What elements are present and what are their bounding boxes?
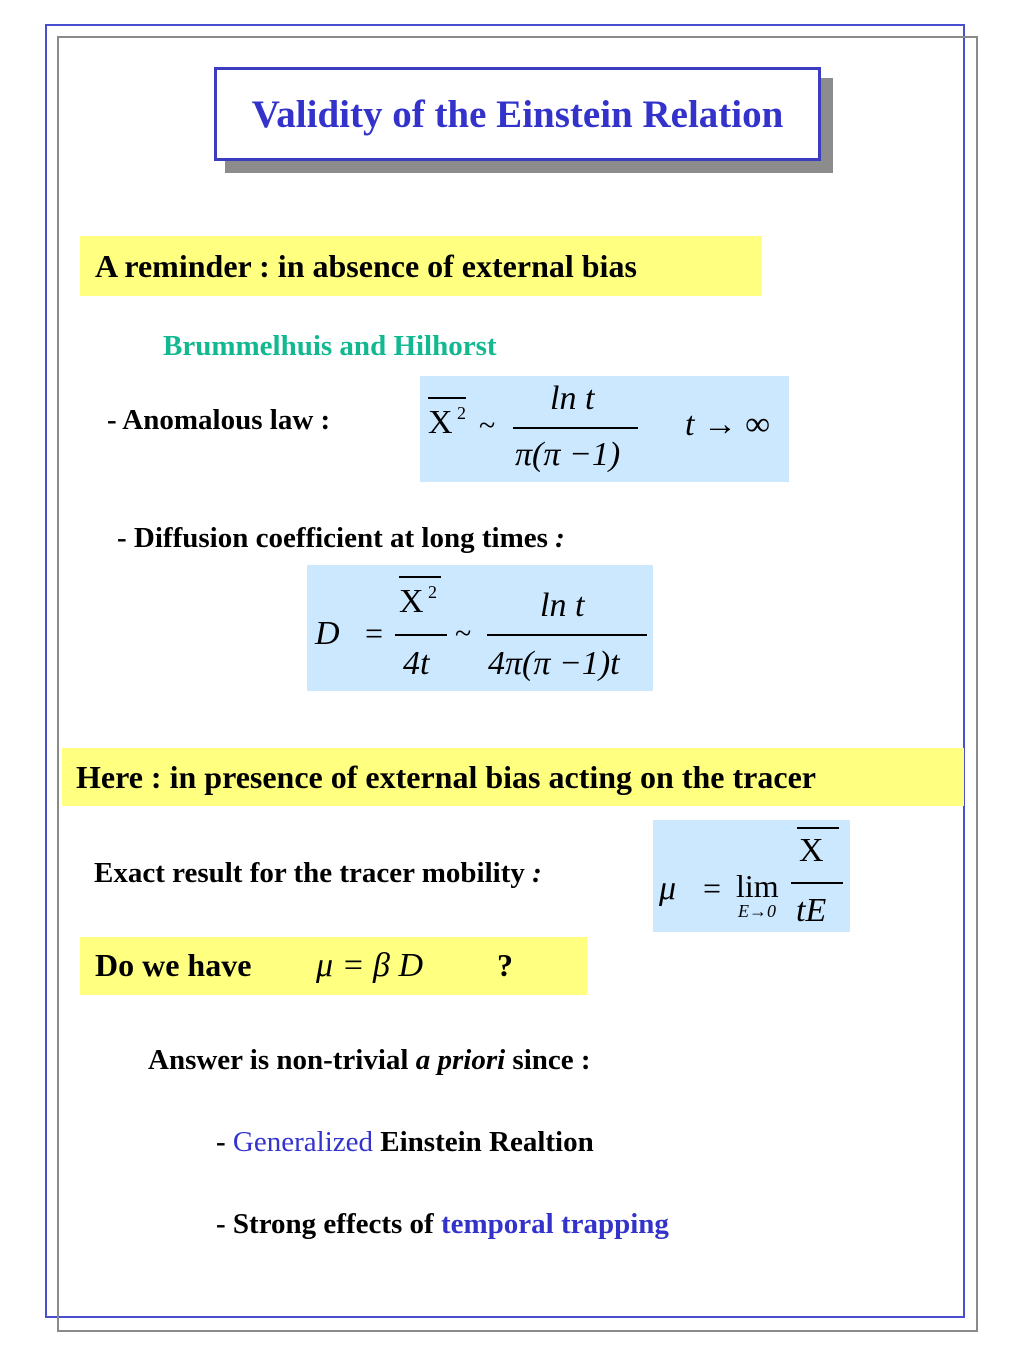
diffusion-num1-overbar	[399, 576, 441, 578]
anomalous-denominator: π(π −1)	[515, 436, 621, 473]
question-mark: ?	[497, 947, 513, 983]
bias-heading-box	[62, 748, 964, 806]
diffusion-sim: ~	[455, 617, 472, 650]
reminder-heading: A reminder : in absence of external bias	[95, 247, 637, 284]
diffusion-den1: 4t	[403, 645, 430, 682]
diffusion-label-line	[117, 522, 565, 555]
answer-line	[148, 1044, 591, 1077]
mobility-label-line	[94, 857, 542, 890]
mobility-denominator: tE	[796, 892, 827, 929]
diffusion-label: - Diffusion coefficient at long times	[117, 522, 548, 554]
anomalous-formula-box	[420, 376, 789, 482]
anomalous-numerator: ln t	[550, 380, 595, 417]
bias-heading: Here : in presence of external bias acting on the tracer	[76, 758, 816, 795]
answer-prefix: Answer is non-trivial	[148, 1044, 416, 1076]
mobility-lim: lim	[736, 868, 779, 904]
answer-item-1	[216, 1126, 594, 1159]
mobility-numerator: X	[799, 832, 824, 869]
anomalous-law-label: - Anomalous law :	[107, 404, 331, 436]
anomalous-sim: ~	[479, 409, 496, 442]
reminder-heading-box	[80, 236, 762, 296]
item2-colored: temporal trapping	[440, 1208, 669, 1240]
diffusion-D: D	[315, 615, 340, 652]
mobility-formula-box	[653, 820, 850, 932]
anomalous-limit: t → ∞	[685, 406, 770, 443]
mobility-fraction-line	[791, 882, 843, 884]
anomalous-lhs-overbar	[428, 397, 466, 399]
mobility-eq: =	[703, 870, 722, 906]
diffusion-num2: ln t	[540, 587, 585, 624]
mobility-label: Exact result for the tracer mobility	[94, 857, 525, 889]
page-title: Validity of the Einstein Relation	[251, 92, 784, 136]
diffusion-formula-box	[307, 565, 653, 691]
diffusion-fraction-line-1	[395, 634, 447, 636]
mobility-colon: :	[532, 857, 542, 889]
item2-prefix: - Strong effects of	[216, 1208, 441, 1240]
item1-colored: Generalized	[232, 1126, 373, 1158]
diffusion-colon: :	[555, 522, 565, 554]
answer-suffix: since :	[505, 1044, 591, 1076]
item1-rest: Einstein Realtion	[373, 1126, 594, 1158]
mobility-lim-sub: E→0	[738, 901, 776, 921]
question-box	[80, 937, 587, 995]
authors: Brummelhuis and Hilhorst	[163, 330, 497, 362]
diffusion-den2: 4π(π −1)t	[488, 645, 620, 682]
anomalous-fraction-line	[513, 427, 638, 429]
answer-item-2	[216, 1208, 669, 1241]
diffusion-fraction-line-2	[487, 634, 647, 636]
diffusion-num1: X	[399, 583, 424, 620]
question-formula: μ = β D	[316, 947, 423, 984]
diffusion-num1-sup: 2	[428, 582, 437, 602]
anomalous-lhs-sup: 2	[457, 403, 466, 423]
anomalous-lhs: X	[428, 404, 453, 441]
answer-emph: a priori	[415, 1044, 506, 1076]
mobility-num-overbar	[797, 827, 839, 829]
question-text: Do we have	[95, 947, 252, 983]
mobility-mu: μ	[659, 870, 677, 907]
diffusion-eq: =	[365, 615, 384, 651]
item1-dash: -	[216, 1126, 233, 1158]
title-box	[214, 67, 821, 161]
